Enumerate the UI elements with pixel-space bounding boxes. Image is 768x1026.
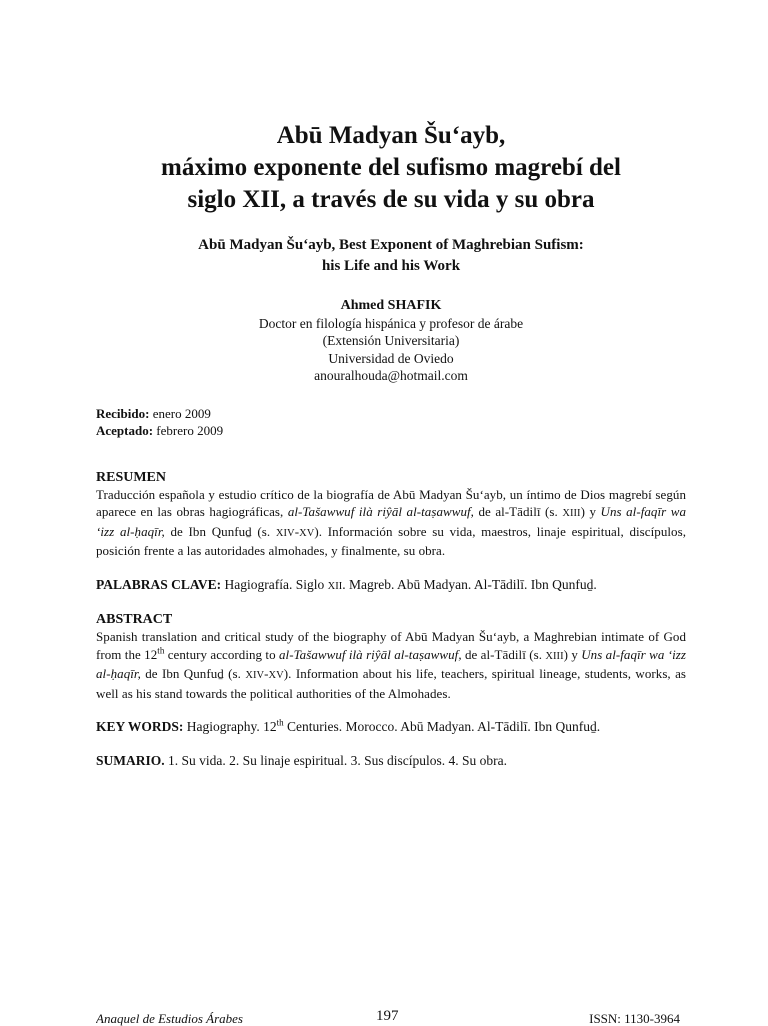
palabras-clave-text: . Magreb. Abū Madyan. Al-Tādilī. Ibn Qunfuḏ. (342, 576, 597, 592)
key-words-text: Hagiography. 12 (183, 719, 277, 734)
resumen-section (96, 469, 686, 560)
resumen-text-part: ). Información sobre su vida, maestros, linaje espiritual, discípulos, posición frente a las autoridades almohades, y finalmente, su obra. (96, 523, 686, 558)
author-email[interactable]: anouralhouda@hotmail.com (314, 368, 468, 383)
resumen-text-part: Traducción española y estudio crítico de la biografía de Abū Madyan Šu‘ayb, un íntimo de Dios magrebí según aparece en las obras hagiográficas, (96, 486, 686, 519)
abstract-text-part: de al-Tādilī (s. (461, 646, 546, 662)
abstract-text-part: century according to (164, 646, 279, 662)
title-line-2: máximo exponente del sufismo magrebí del (161, 154, 621, 181)
abstract-text-part: ) y (563, 646, 582, 662)
article-content (96, 120, 686, 769)
resumen-text-part: de Ibn Qunfuḏ (s. (164, 523, 276, 539)
author-university: Universidad de Oviedo (328, 350, 454, 366)
abstract-heading: ABSTRACT (96, 612, 173, 627)
ordinal-suffix: th (276, 717, 284, 728)
english-title (96, 235, 686, 277)
palabras-clave-label: PALABRAS CLAVE: (96, 576, 222, 592)
received-date (96, 405, 686, 422)
article-title (96, 120, 686, 216)
century-numeral: XV (268, 670, 284, 681)
resumen-text-part: ) y (580, 504, 601, 519)
issn: ISSN: 1130-3964 (589, 1011, 680, 1026)
journal-name: Anaquel de Estudios Árabes (96, 1011, 243, 1026)
abstract-text-part: - (264, 666, 269, 681)
abstract-section (96, 611, 686, 702)
key-words-label: KEY WORDS: (96, 719, 184, 734)
century-numeral: XII (327, 580, 343, 592)
century-numeral: XIV (275, 527, 295, 539)
palabras-clave-section (96, 576, 686, 596)
key-words (96, 718, 686, 736)
palabras-clave (96, 576, 686, 596)
received-value: enero 2009 (152, 405, 211, 421)
english-title-line-1: Abū Madyan Šu‘ayb, Best Exponent of Maghrebian Sufism: (198, 237, 584, 253)
ordinal-suffix: th (157, 645, 165, 656)
title-line-1: Abū Madyan Šu‘ayb, (276, 122, 506, 149)
resumen-heading: RESUMEN (96, 469, 167, 485)
sumario-label: SUMARIO. (96, 752, 165, 768)
page-number: 197 (376, 1008, 399, 1024)
title-line-3: siglo XII, a través de su vida y su obra (187, 186, 595, 213)
palabras-clave-text: Hagiografía. Siglo (221, 576, 328, 592)
sumario (96, 752, 686, 770)
sumario-section (96, 752, 686, 770)
author-position: Doctor en filología hispánica y profesor de árabe (258, 315, 524, 331)
sumario-text: 1. Su vida. 2. Su linaje espiritual. 3. Sus discípulos. 4. Su obra. (164, 752, 508, 768)
abstract-text-part: Spanish translation and critical study of the biography of Abū Madyan Šu‘ayb, a Maghrebian intimate of God from the 12 (96, 629, 686, 662)
century-numeral: XIII (562, 508, 581, 519)
accepted-label: Aceptado: (96, 422, 154, 438)
century-numeral: XV (299, 527, 315, 539)
century-numeral: XIII (545, 650, 564, 662)
author-department: (Extensión Universitaria) (322, 333, 460, 348)
resumen-text-part: - (294, 523, 300, 539)
abstract-work-title: al-Tašawwuf ilà riŷāl al-taṣawwuf, (278, 646, 462, 662)
accepted-value: febrero 2009 (156, 422, 224, 438)
english-title-line-2: his Life and his Work (321, 258, 461, 274)
resumen-work-title: al-Tašawwuf ilà riŷāl al-taṣawwuf, (287, 504, 474, 519)
dates-block (96, 405, 686, 439)
key-words-text: Centuries. Morocco. Abū Madyan. Al-Tādilī. Ibn Qunfuḏ. (283, 719, 601, 734)
author-block (96, 297, 686, 385)
abstract-text-part: de Ibn Qunfuḏ (s. (140, 666, 246, 681)
abstract-text (96, 628, 686, 702)
page-footer (96, 1008, 686, 1026)
received-label: Recibido: (96, 405, 150, 421)
abstract-work-title: Uns al-faqīr wa ‘izz al-ḥaqīr, (96, 646, 686, 681)
author-name: Ahmed SHAFIK (340, 298, 442, 313)
abstract-text-part: ). Information about his life, teachers, spiritual lineage, students, works, as well as his stand towards the political authorities of the Almohades. (96, 666, 687, 701)
accepted-date (96, 422, 686, 439)
century-numeral: XIV (245, 670, 265, 681)
key-words-section (96, 718, 686, 736)
resumen-text (96, 486, 686, 560)
resumen-work-title: Uns al-faqīr wa ‘izz al-ḥaqīr, (96, 504, 686, 539)
resumen-text-part: de al-Tādilī (s. (473, 504, 563, 519)
